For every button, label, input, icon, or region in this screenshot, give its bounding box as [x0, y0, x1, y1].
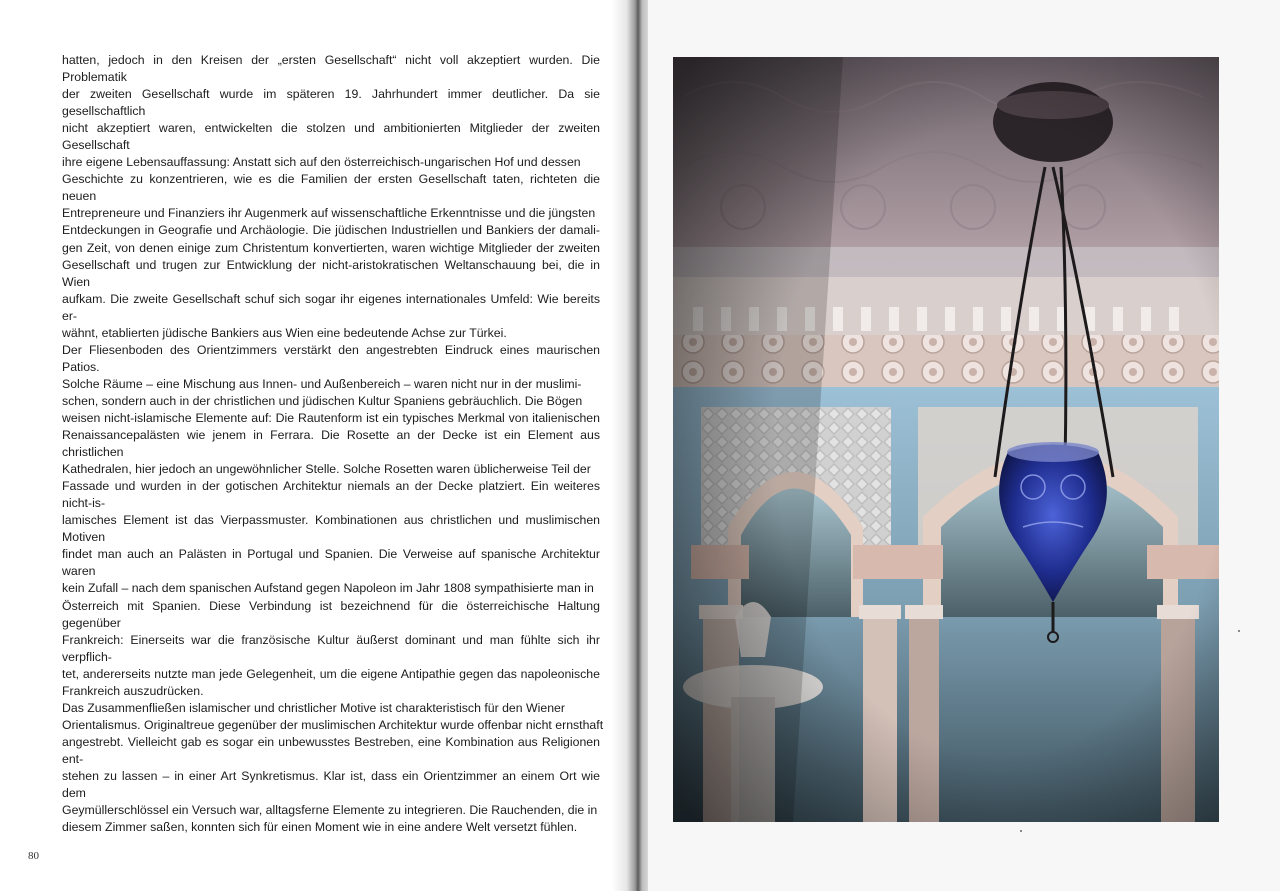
text-line: Gesellschaft und trugen zur Entwicklung der nicht-aristokratischen Weltanschauung bei, die in Wien: [62, 257, 600, 289]
text-line: diesem Zimmer saßen, konnten sich für einen Moment wie in eine andere Welt versetzt fühlen.: [62, 820, 578, 835]
text-line: findet man auch an Palästen in Portugal und Spanien. Die Verweise auf spanische Architektur waren: [62, 547, 600, 579]
text-line: Entrepreneure und Finanziers ihr Augenmerk auf wissenschaftliche Erkenntnisse und die jüngsten: [62, 206, 596, 221]
text-line: stehen zu lassen – in einer Art Synkretismus. Klar ist, dass ein Orientzimmer an einem Ort wie dem: [62, 768, 600, 801]
text-line: kein Zufall – nach dem spanischen Aufstand gegen Napoleon im Jahr 1808 sympathisierte man in: [62, 581, 594, 596]
text-line: Geschichte zu konzentrieren, wie es die Familien der ersten Gesellschaft taten, richteten die neuen: [62, 172, 600, 204]
text-line: Österreich mit Spanien. Diese Verbindung ist bezeichnend für die österreichische Haltung gegenüber: [62, 598, 600, 630]
text-line: tet, andererseits nutzte man jede Gelegenheit, um die eigene Antipathie gegen das napoleonische: [62, 666, 600, 681]
text-line: Orientalismus. Originaltreue gegenüber der muslimischen Architektur wurde offenbar nicht ernsthaft: [62, 717, 604, 732]
text-line: angestrebt. Vielleicht gab es sogar ein unbewusstes Bestreben, eine Kombination aus Religionen ent-: [62, 734, 600, 766]
text-line: hatten, jedoch in den Kreisen der „ersten Gesellschaft“ nicht voll akzeptiert wurden. Die Problematik: [62, 53, 600, 85]
left-page: [0, 0, 625, 891]
text-line: aufkam. Die zweite Gesellschaft schuf sich sogar ihr eigenes internationales Umfeld: Wie bereits er-: [62, 291, 600, 323]
text-line: Solche Räume – eine Mischung aus Innen- und Außenbereich – waren nicht nur in der muslimi-: [62, 376, 582, 391]
print-speck: [1238, 630, 1240, 632]
text-line: Renaissancepalästen wie jenem in Ferrara. Die Rosette an der Decke ist ein Element aus christlichen: [62, 428, 600, 460]
text-line: lamisches Element ist das Vierpassmuster. Kombinationen aus christlichen und muslimischen Motiven: [62, 513, 600, 545]
photo-illustration: [673, 57, 1219, 822]
text-line: Fassade und wurden in der gotischen Architektur niemals an der Decke platziert. Ein weiteres nicht-is-: [62, 479, 600, 511]
text-line: Geymüllerschlössel ein Versuch war, alltagsferne Elemente zu integrieren. Die Rauchenden, die in: [62, 803, 598, 818]
orient-room-photo: [673, 57, 1219, 822]
text-line: Kathedralen, hier jedoch an ungewöhnlicher Stelle. Solche Rosetten waren üblicherweise Teil der: [62, 462, 591, 477]
text-line: Entdeckungen in Geografie und Archäologie. Die jüdischen Industriellen und Bankiers der damali-: [62, 223, 600, 238]
text-line: Das Zusammenfließen islamischer und christlicher Motive ist charakteristisch für den Wiener: [62, 700, 565, 715]
text-line: gen Zeit, von denen einige zum Christentum konvertierten, waren wichtige Mitglieder der zweiten: [62, 240, 600, 255]
text-line: nicht akzeptiert waren, entwickelten die stolzen und ambitionierten Mitglieder der zweiten Gesellschaft: [62, 121, 600, 153]
body-text: [62, 52, 604, 836]
text-line: wähnt, etablierten jüdische Bankiers aus Wien eine bedeutende Achse zur Türkei.: [62, 325, 507, 340]
text-line: schen, sondern auch in der christlichen und jüdischen Kultur Spaniens gebräuchlich. Die Bögen: [62, 393, 583, 408]
text-line: Frankreich auszudrücken.: [62, 683, 204, 698]
text-line: ihre eigene Lebensauffassung: Anstatt sich auf den österreichisch-ungarischen Hof und dessen: [62, 155, 581, 170]
text-line: Frankreich: Einerseits war die französische Kultur äußerst dominant und man fühlte sich ihr verpflich-: [62, 632, 600, 664]
text-line: Der Fliesenboden des Orientzimmers verstärkt den angestrebten Eindruck eines maurischen Patios.: [62, 342, 600, 374]
print-speck: [1020, 830, 1022, 832]
text-line: weisen nicht-islamische Elemente auf: Die Rautenform ist ein typisches Merkmal von italienischen: [62, 410, 600, 425]
text-line: der zweiten Gesellschaft wurde im späteren 19. Jahrhundert immer deutlicher. Da sie gesellschaftlich: [62, 87, 600, 119]
page-number: 80: [28, 850, 39, 862]
